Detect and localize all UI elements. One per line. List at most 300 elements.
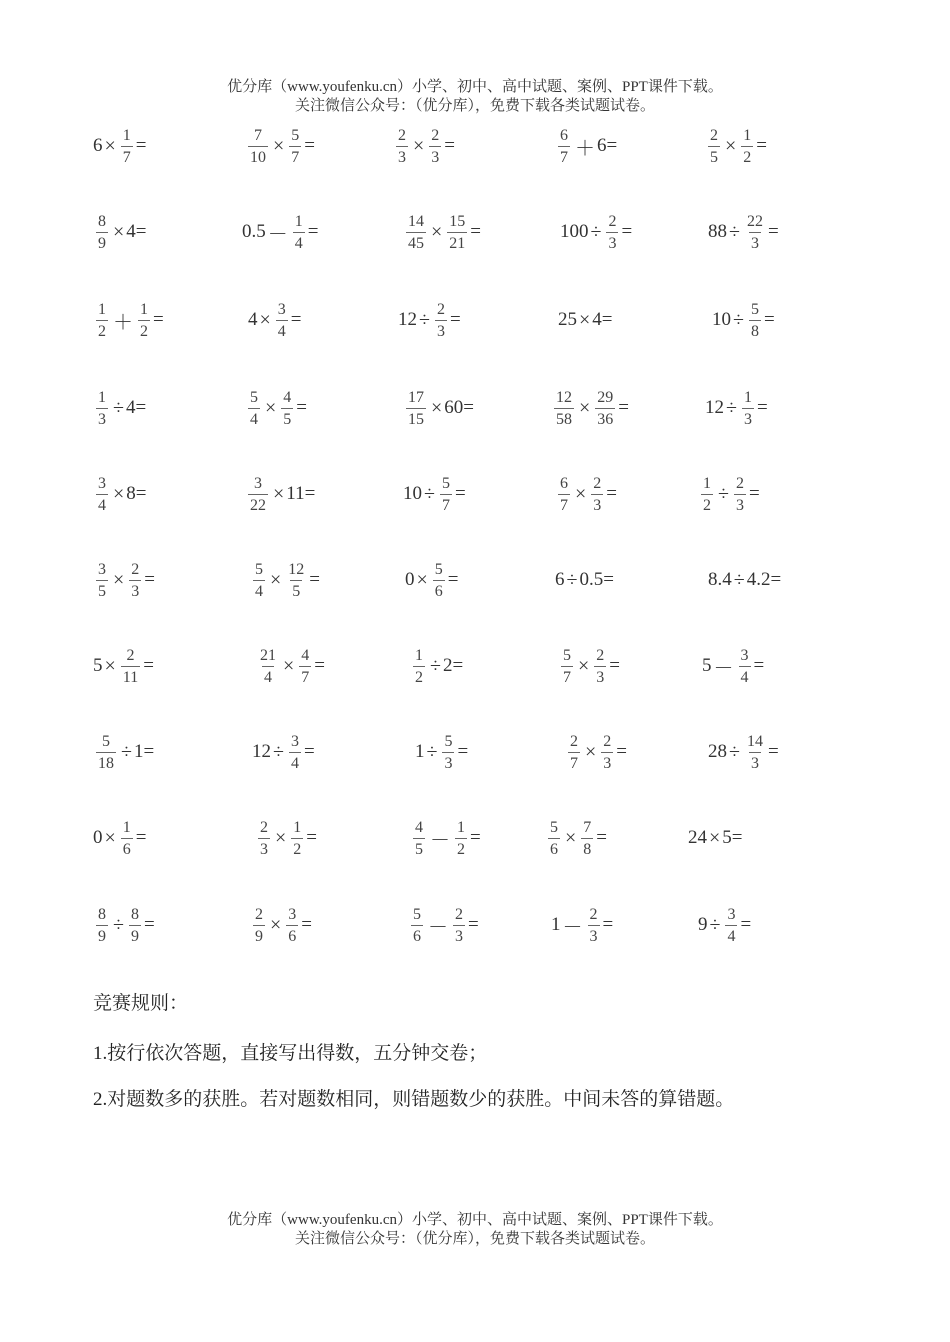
denominator: 3 bbox=[588, 925, 600, 946]
rule-1: 1.按行依次答题，直接写出得数，五分钟交卷； bbox=[93, 1043, 488, 1064]
problem-r2-c2 bbox=[242, 210, 318, 254]
numerator: 2 bbox=[455, 905, 463, 923]
fraction bbox=[121, 646, 140, 687]
fraction bbox=[741, 126, 753, 167]
fraction bbox=[435, 300, 447, 341]
numerator: 3 bbox=[727, 905, 736, 923]
term: 5 bbox=[702, 655, 712, 676]
term: = bbox=[304, 135, 315, 156]
denominator: 45 bbox=[406, 232, 426, 253]
term: 11= bbox=[286, 483, 316, 504]
numerator: 2 bbox=[255, 905, 263, 923]
problem-r8-c1 bbox=[93, 730, 154, 774]
fraction bbox=[591, 474, 603, 515]
denominator: 5 bbox=[290, 580, 302, 601]
term: = bbox=[748, 483, 760, 504]
problem-r1-c3 bbox=[393, 124, 455, 168]
numerator: 1 bbox=[122, 818, 131, 836]
term: 88 bbox=[708, 221, 727, 242]
term: 100 bbox=[560, 221, 589, 242]
numerator: 5 bbox=[434, 560, 443, 578]
operator: × bbox=[273, 482, 285, 505]
operator: ÷ bbox=[273, 740, 284, 763]
term: = bbox=[309, 569, 320, 590]
problem-r3-c5 bbox=[712, 298, 775, 342]
denominator: 5 bbox=[708, 146, 720, 167]
fraction bbox=[253, 905, 265, 946]
numerator: 2 bbox=[126, 646, 135, 664]
operator: × bbox=[265, 396, 277, 419]
term: = bbox=[621, 221, 633, 242]
problem-r7-c5 bbox=[702, 644, 764, 688]
term: = bbox=[767, 221, 779, 242]
problem-r4-c1 bbox=[93, 386, 146, 430]
problem-r10-c3 bbox=[408, 903, 479, 947]
problem-r5-c4 bbox=[555, 472, 617, 516]
term: = bbox=[767, 741, 779, 762]
term: 5 bbox=[93, 655, 103, 676]
fraction bbox=[745, 212, 765, 253]
fraction bbox=[129, 560, 141, 601]
problem-r8-c2 bbox=[252, 730, 315, 774]
denominator: 3 bbox=[129, 580, 141, 601]
numerator: 6 bbox=[560, 126, 568, 144]
denominator: 58 bbox=[554, 408, 574, 429]
problem-r9-c5 bbox=[688, 816, 743, 860]
fraction bbox=[742, 388, 754, 429]
denominator: 10 bbox=[248, 146, 268, 167]
operator: × bbox=[270, 913, 282, 936]
numerator: 2 bbox=[710, 126, 718, 144]
term: 0 bbox=[93, 827, 103, 848]
denominator: 3 bbox=[396, 146, 408, 167]
term: 4= bbox=[592, 309, 613, 330]
denominator: 4 bbox=[248, 408, 260, 429]
denominator: 2 bbox=[741, 146, 753, 167]
numerator: 17 bbox=[408, 388, 424, 406]
fraction bbox=[96, 212, 108, 253]
numerator: 1 bbox=[743, 388, 752, 406]
denominator: 3 bbox=[591, 494, 603, 515]
denominator: 4 bbox=[253, 580, 265, 601]
term: 60= bbox=[444, 397, 474, 418]
term: 0.5 bbox=[242, 221, 266, 242]
denominator: 7 bbox=[289, 146, 301, 167]
term: = bbox=[596, 827, 607, 848]
numerator: 15 bbox=[449, 212, 466, 230]
denominator: 3 bbox=[96, 408, 108, 429]
numerator: 1 bbox=[294, 212, 303, 230]
denominator: 4 bbox=[725, 925, 737, 946]
problem-r9-c3 bbox=[410, 816, 481, 860]
term: 4= bbox=[125, 397, 147, 418]
numerator: 2 bbox=[398, 126, 406, 144]
operator: ÷ bbox=[430, 654, 441, 677]
denominator: 7 bbox=[558, 494, 570, 515]
term: 12 bbox=[398, 309, 417, 330]
denominator: 7 bbox=[299, 666, 311, 687]
numerator: 14 bbox=[408, 212, 424, 230]
header-line-2: 关注微信公众号：（优分库），免费下载各类试题试卷。 bbox=[294, 98, 655, 114]
problem-r4-c2 bbox=[245, 386, 307, 430]
term: = bbox=[301, 914, 312, 935]
numerator: 5 bbox=[250, 388, 258, 406]
numerator: 8 bbox=[98, 212, 106, 230]
numerator: 4 bbox=[283, 388, 292, 406]
problem-r10-c2 bbox=[250, 903, 312, 947]
numerator: 6 bbox=[560, 474, 568, 492]
denominator: 3 bbox=[453, 925, 465, 946]
denominator: 9 bbox=[129, 925, 141, 946]
problem-r10-c5 bbox=[698, 903, 751, 947]
fraction bbox=[286, 905, 298, 946]
denominator: 15 bbox=[406, 408, 426, 429]
term: 4.2= bbox=[746, 569, 782, 590]
term: = bbox=[470, 221, 481, 242]
term: 12 bbox=[705, 397, 724, 418]
denominator: 21 bbox=[447, 232, 467, 253]
fraction bbox=[413, 818, 425, 859]
operator: － bbox=[713, 657, 734, 680]
operator: － bbox=[562, 916, 583, 939]
term: = bbox=[306, 827, 317, 848]
term: 1 bbox=[551, 914, 561, 935]
numerator: 2 bbox=[593, 474, 602, 492]
fraction bbox=[453, 905, 465, 946]
operator: × bbox=[565, 826, 577, 849]
problem-r10-c1 bbox=[93, 903, 155, 947]
operator: ÷ bbox=[733, 308, 744, 331]
denominator: 3 bbox=[442, 752, 454, 773]
numerator: 4 bbox=[301, 646, 310, 664]
term: = bbox=[153, 309, 164, 330]
fraction bbox=[561, 646, 573, 687]
problem-r7-c2 bbox=[255, 644, 325, 688]
numerator: 5 bbox=[102, 732, 110, 750]
numerator: 2 bbox=[436, 300, 445, 318]
numerator: 14 bbox=[746, 732, 763, 750]
operator: ÷ bbox=[733, 568, 745, 591]
denominator: 3 bbox=[742, 408, 754, 429]
fraction bbox=[739, 646, 751, 687]
denominator: 2 bbox=[701, 494, 713, 515]
denominator: 2 bbox=[138, 320, 150, 341]
denominator: 3 bbox=[606, 232, 618, 253]
problem-r6-c4 bbox=[555, 558, 614, 602]
term: = bbox=[468, 914, 479, 935]
denominator: 4 bbox=[276, 320, 288, 341]
numerator: 1 bbox=[743, 126, 752, 144]
denominator: 11 bbox=[121, 666, 140, 687]
numerator: 5 bbox=[444, 732, 453, 750]
term: = bbox=[135, 827, 147, 848]
term: 4 bbox=[248, 309, 258, 330]
term: 24 bbox=[688, 827, 707, 848]
operator: ＋ bbox=[575, 137, 595, 160]
denominator: 3 bbox=[749, 232, 761, 253]
problem-r10-c4 bbox=[551, 903, 613, 947]
operator: ÷ bbox=[590, 220, 602, 243]
numerator: 1 bbox=[457, 818, 465, 836]
problem-r2-c4 bbox=[560, 210, 632, 254]
problem-r9-c2 bbox=[255, 816, 317, 860]
footer-line-2: 关注微信公众号：（优分库），免费下载各类试题试卷。 bbox=[294, 1231, 655, 1247]
numerator: 1 bbox=[98, 388, 106, 406]
fraction bbox=[548, 818, 560, 859]
problem-r4-c5 bbox=[705, 386, 768, 430]
operator: × bbox=[113, 220, 125, 243]
denominator: 7 bbox=[568, 752, 580, 773]
numerator: 7 bbox=[583, 818, 592, 836]
numerator: 12 bbox=[288, 560, 305, 578]
numerator: 2 bbox=[570, 732, 578, 750]
fraction bbox=[594, 646, 606, 687]
numerator: 3 bbox=[254, 474, 262, 492]
problem-r7-c3 bbox=[410, 644, 463, 688]
numerator: 22 bbox=[746, 212, 763, 230]
term: = bbox=[756, 397, 768, 418]
operator: ＋ bbox=[113, 311, 133, 334]
problem-r5-c1 bbox=[93, 472, 147, 516]
numerator: 1 bbox=[140, 300, 148, 318]
fraction bbox=[406, 388, 426, 429]
operator: － bbox=[430, 829, 450, 852]
term: 6= bbox=[597, 135, 618, 156]
numerator: 2 bbox=[260, 818, 268, 836]
operator: × bbox=[413, 134, 425, 157]
denominator: 7 bbox=[561, 666, 573, 687]
numerator: 3 bbox=[288, 905, 297, 923]
denominator: 18 bbox=[96, 752, 116, 773]
term: 12 bbox=[252, 741, 271, 762]
numerator: 2 bbox=[596, 646, 605, 664]
problem-r6-c5 bbox=[708, 558, 781, 602]
operator: × bbox=[259, 308, 271, 331]
operator: × bbox=[431, 396, 443, 419]
term: 1= bbox=[133, 741, 155, 762]
denominator: 22 bbox=[248, 494, 268, 515]
denominator: 2 bbox=[291, 838, 303, 859]
problem-r2-c5 bbox=[708, 210, 779, 254]
operator: × bbox=[575, 482, 587, 505]
problem-r1-c5 bbox=[705, 124, 767, 168]
fraction bbox=[96, 905, 108, 946]
term: = bbox=[454, 483, 466, 504]
operator: ÷ bbox=[424, 482, 435, 505]
fraction bbox=[96, 732, 116, 773]
denominator: 6 bbox=[433, 580, 445, 601]
problem-r5-c2 bbox=[245, 472, 315, 516]
fraction bbox=[447, 212, 467, 253]
operator: × bbox=[104, 134, 116, 157]
fraction bbox=[588, 905, 600, 946]
problem-r8-c5 bbox=[708, 730, 779, 774]
term: = bbox=[756, 135, 767, 156]
problem-r9-c4 bbox=[545, 816, 607, 860]
numerator: 12 bbox=[556, 388, 572, 406]
numerator: 1 bbox=[293, 818, 302, 836]
fraction bbox=[96, 300, 108, 341]
fraction bbox=[289, 126, 301, 167]
term: = bbox=[602, 914, 614, 935]
fraction bbox=[96, 474, 108, 515]
term: = bbox=[307, 221, 319, 242]
fraction bbox=[554, 388, 574, 429]
operator: ÷ bbox=[729, 740, 740, 763]
fraction bbox=[289, 732, 301, 773]
fraction bbox=[581, 818, 593, 859]
numerator: 5 bbox=[413, 905, 421, 923]
operator: × bbox=[709, 826, 721, 849]
term: = bbox=[616, 741, 627, 762]
operator: × bbox=[104, 826, 116, 849]
problem-r7-c4 bbox=[558, 644, 620, 688]
numerator: 5 bbox=[550, 818, 558, 836]
operator: × bbox=[416, 568, 428, 591]
problem-r4-c3 bbox=[403, 386, 474, 430]
term: 9 bbox=[698, 914, 708, 935]
numerator: 2 bbox=[589, 905, 598, 923]
term: 2= bbox=[442, 655, 464, 676]
fraction bbox=[558, 474, 570, 515]
fraction bbox=[286, 560, 306, 601]
numerator: 5 bbox=[750, 300, 759, 318]
term: = bbox=[618, 397, 629, 418]
term: 0.5= bbox=[579, 569, 614, 590]
fraction bbox=[299, 646, 311, 687]
denominator: 4 bbox=[293, 232, 305, 253]
numerator: 8 bbox=[98, 905, 106, 923]
numerator: 29 bbox=[597, 388, 614, 406]
operator: ÷ bbox=[729, 220, 740, 243]
operator: × bbox=[578, 654, 590, 677]
numerator: 2 bbox=[131, 560, 140, 578]
denominator: 3 bbox=[601, 752, 613, 773]
operator: × bbox=[270, 568, 282, 591]
fraction bbox=[701, 474, 713, 515]
fraction bbox=[429, 126, 441, 167]
term: = bbox=[144, 569, 155, 590]
problem-r8-c3 bbox=[415, 730, 468, 774]
operator: × bbox=[275, 826, 287, 849]
operator: ÷ bbox=[419, 308, 430, 331]
operator: － bbox=[428, 916, 448, 939]
problem-r3-c2 bbox=[248, 298, 302, 342]
problem-r1-c4 bbox=[555, 124, 617, 168]
operator: × bbox=[283, 654, 295, 677]
operator: ÷ bbox=[113, 913, 124, 936]
operator: × bbox=[113, 568, 125, 591]
fraction bbox=[276, 300, 288, 341]
fraction bbox=[455, 818, 467, 859]
fraction bbox=[281, 388, 293, 429]
term: 5= bbox=[722, 827, 743, 848]
fraction bbox=[396, 126, 408, 167]
denominator: 5 bbox=[413, 838, 425, 859]
denominator: 8 bbox=[749, 320, 761, 341]
denominator: 5 bbox=[281, 408, 293, 429]
denominator: 3 bbox=[258, 838, 270, 859]
fraction bbox=[708, 126, 720, 167]
numerator: 3 bbox=[98, 560, 106, 578]
term: = bbox=[444, 135, 455, 156]
term: = bbox=[449, 309, 461, 330]
numerator: 2 bbox=[608, 212, 617, 230]
problem-r1-c1 bbox=[93, 124, 147, 168]
denominator: 6 bbox=[411, 925, 423, 946]
fraction bbox=[749, 300, 761, 341]
fraction bbox=[129, 905, 141, 946]
operator: ÷ bbox=[726, 396, 737, 419]
operator: × bbox=[431, 220, 443, 243]
fraction bbox=[253, 560, 265, 601]
denominator: 4 bbox=[96, 494, 108, 515]
numerator: 21 bbox=[260, 646, 276, 664]
term: = bbox=[143, 655, 154, 676]
numerator: 7 bbox=[254, 126, 262, 144]
term: 25 bbox=[558, 309, 577, 330]
numerator: 5 bbox=[441, 474, 450, 492]
denominator: 5 bbox=[96, 580, 108, 601]
problem-r6-c1 bbox=[93, 558, 155, 602]
fraction bbox=[406, 212, 426, 253]
operator: ÷ bbox=[113, 396, 124, 419]
denominator: 4 bbox=[289, 752, 301, 773]
term: = bbox=[303, 741, 315, 762]
operator: × bbox=[725, 134, 737, 157]
term: 4= bbox=[126, 221, 147, 242]
problem-r6-c3 bbox=[405, 558, 459, 602]
fraction bbox=[96, 560, 108, 601]
fraction bbox=[745, 732, 765, 773]
denominator: 7 bbox=[440, 494, 452, 515]
numerator: 3 bbox=[98, 474, 106, 492]
problem-r2-c1 bbox=[93, 210, 147, 254]
term: 10 bbox=[712, 309, 731, 330]
fraction bbox=[734, 474, 746, 515]
numerator: 1 bbox=[415, 646, 423, 664]
denominator: 2 bbox=[413, 666, 425, 687]
denominator: 6 bbox=[286, 925, 298, 946]
problem-r3-c4 bbox=[558, 298, 613, 342]
term: 8= bbox=[126, 483, 147, 504]
term: = bbox=[740, 914, 752, 935]
fraction bbox=[138, 300, 150, 341]
numerator: 4 bbox=[415, 818, 423, 836]
denominator: 9 bbox=[96, 232, 108, 253]
denominator: 6 bbox=[121, 838, 133, 859]
term: = bbox=[763, 309, 775, 330]
fraction bbox=[442, 732, 454, 773]
problem-r8-c4 bbox=[565, 730, 627, 774]
numerator: 8 bbox=[130, 905, 139, 923]
denominator: 2 bbox=[455, 838, 467, 859]
operator: × bbox=[579, 396, 591, 419]
term: 6 bbox=[555, 569, 565, 590]
term: 28 bbox=[708, 741, 727, 762]
denominator: 9 bbox=[96, 925, 108, 946]
numerator: 1 bbox=[122, 126, 131, 144]
numerator: 5 bbox=[291, 126, 300, 144]
problem-r7-c1 bbox=[93, 644, 154, 688]
fraction bbox=[248, 388, 260, 429]
term: 1 bbox=[415, 741, 425, 762]
term: = bbox=[470, 827, 481, 848]
term: = bbox=[447, 569, 459, 590]
fraction bbox=[725, 905, 737, 946]
problem-r5-c5 bbox=[698, 472, 760, 516]
fraction bbox=[606, 212, 618, 253]
